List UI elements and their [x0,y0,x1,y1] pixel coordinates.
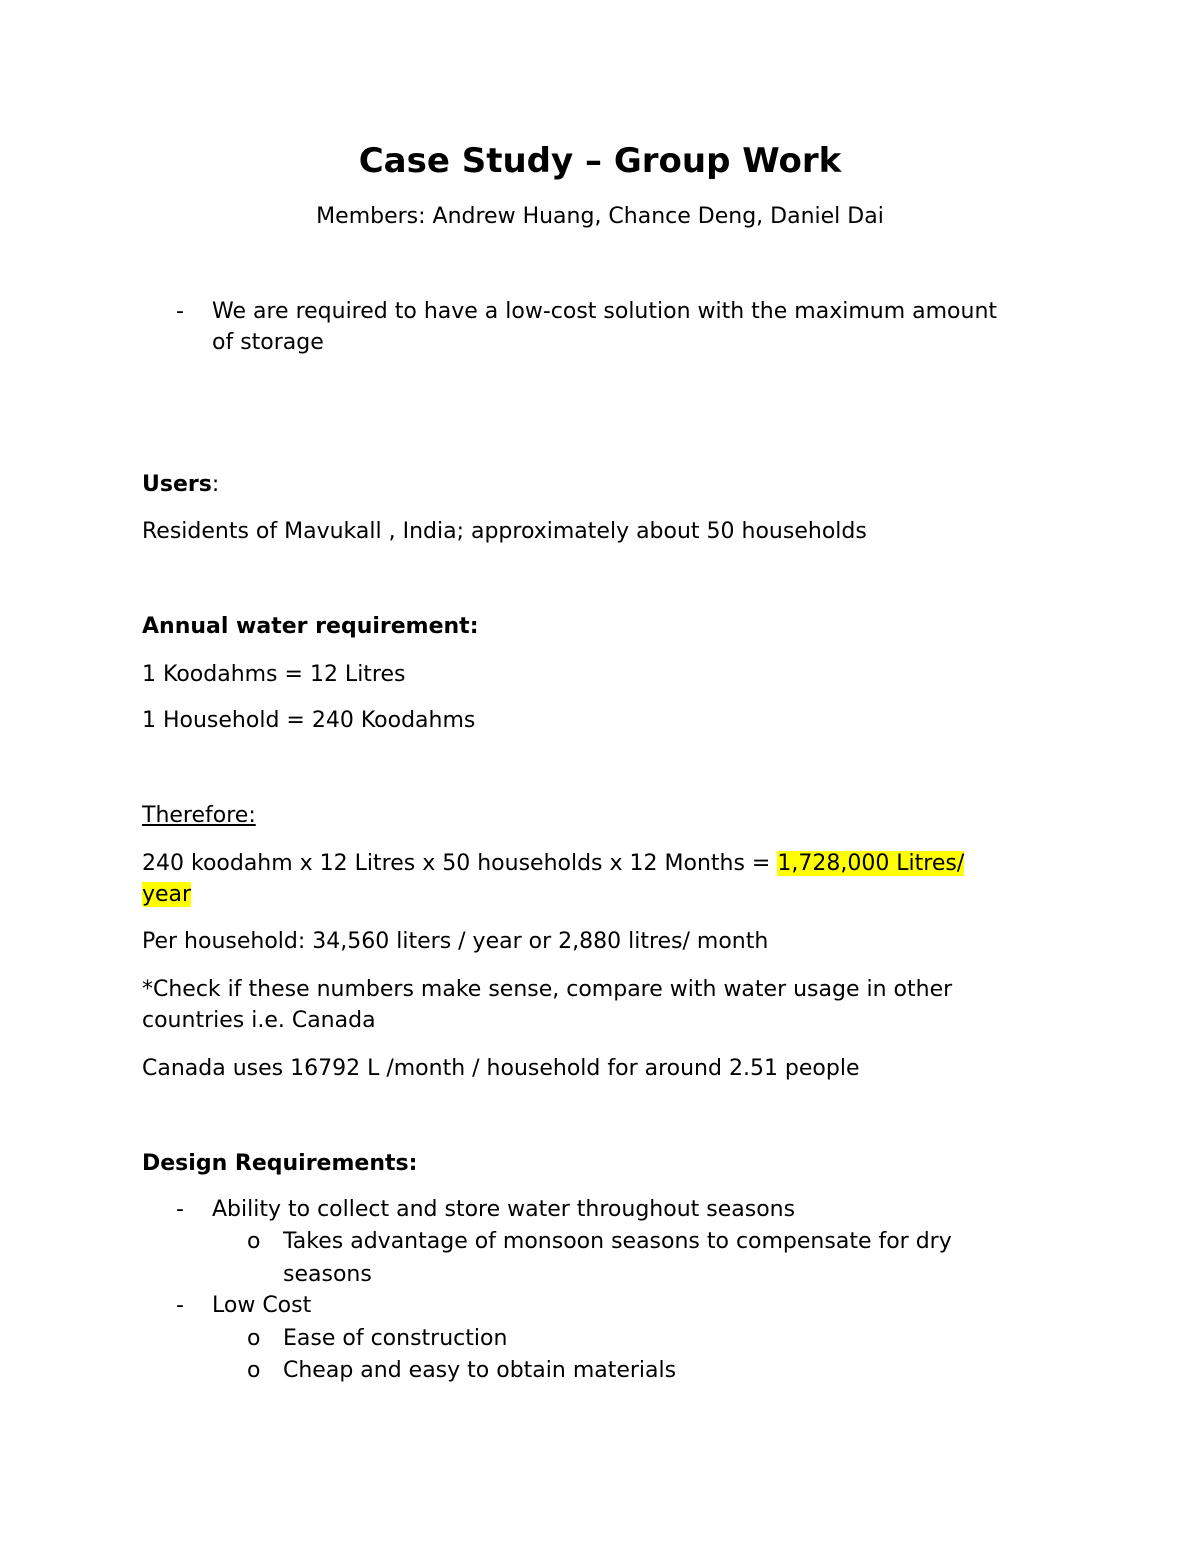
design-subitem-construction: Ease of construction [283,1326,508,1351]
sub-bullet-circle: o [247,1326,261,1351]
sub-bullet-circle: o [247,1358,261,1383]
design-subitem-monsoon-line-2: seasons [283,1262,372,1287]
calculation-line-2 [142,879,191,911]
intro-line-1: We are required to have a low-cost solution with the maximum amount [212,299,998,324]
check-note-line-2: countries i.e. Canada [142,1008,376,1033]
design-heading: Design Requirements: [142,1151,418,1176]
users-colon: : [211,472,220,497]
calculation-text: 240 koodahm x 12 Litres x 50 households x 12 Months = [142,851,778,876]
design-item-low-cost: Low Cost [212,1293,312,1318]
users-heading-line [142,469,219,501]
members-line: Members: Andrew Huang, Chance Deng, Daniel Dai [316,204,884,229]
page-title: Case Study – Group Work [358,141,842,181]
koodahm-equation: 1 Koodahms = 12 Litres [142,662,406,687]
calculation-line-1 [142,848,964,880]
design-item-collect-store: Ability to collect and store water throughout seasons [212,1197,796,1222]
users-text: Residents of Mavukall , India; approximately about 50 households [142,519,867,544]
sub-bullet-circle: o [247,1229,261,1254]
users-heading: Users [142,472,212,497]
calculation-result-highlight-2: year [142,882,192,907]
canada-usage-line: Canada uses 16792 L /month / household for around 2.51 people [142,1056,860,1081]
intro-line-2: of storage [212,330,324,355]
bullet-dash: - [176,1197,184,1222]
bullet-dash: - [176,299,184,324]
calculation-result-highlight: 1,728,000 Litres/ [777,851,965,876]
design-subitem-monsoon-line-1: Takes advantage of monsoon seasons to compensate for dry [283,1229,952,1254]
household-equation: 1 Household = 240 Koodahms [142,708,476,733]
annual-heading: Annual water requirement: [142,614,479,639]
design-subitem-materials: Cheap and easy to obtain materials [283,1358,677,1383]
therefore-heading: Therefore: [142,803,256,828]
check-note-line-1: *Check if these numbers make sense, compare with water usage in other [142,977,953,1002]
bullet-dash: - [176,1293,184,1318]
per-household-line: Per household: 34,560 liters / year or 2,880 litres/ month [142,929,769,954]
